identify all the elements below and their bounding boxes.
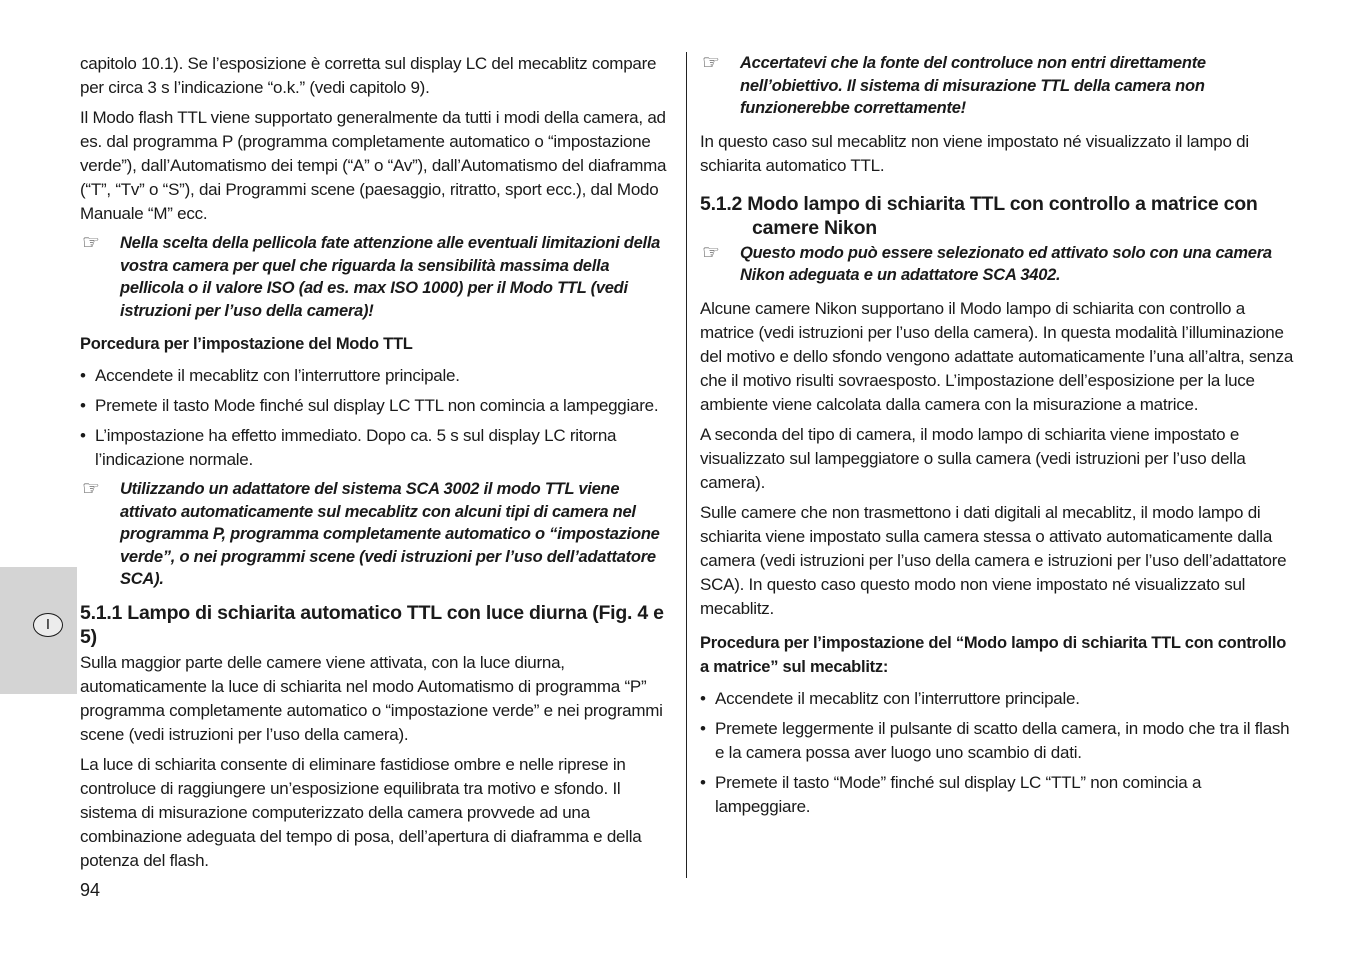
- right-subheading: Procedura per l’impostazione del “Modo lampo di schiarita TTL con controllo a matrice” sul mecablitz:: [700, 633, 1287, 676]
- left-paragraph-3: Sulla maggior parte delle camere viene attivata, con la luce diurna, automaticamente la luce di schiarita nel modo Automatismo di programma “P” programma completamente automatico o “impostazione verde” e nei programmi scene (vedi istruzioni per l’uso della camera).: [80, 652, 663, 744]
- left-note-2: [80, 478, 676, 591]
- pointing-hand-icon: ☞: [82, 232, 100, 254]
- right-paragraph-3: A seconda del tipo di camera, il modo lampo di schiarita viene impostato e visualizzato sul lampeggiatore o sulla camera (vedi istruzioni per l’uso della camera).: [700, 424, 1246, 492]
- left-paragraph-2: Il Modo flash TTL viene supportato generalmente da tutti i modi della camera, ad es. dal programma P (programma completamente automatico o “impostazione verde”), dall’Automatismo dei tempi (“A” o “Av”), dall’Automatismo del diaframma (“T”, “Tv” o “S”), dai Programmi scene (paesaggio, ritratto, sport ecc.), dal Modo Manuale “M” ecc.: [80, 108, 667, 223]
- right-paragraph-2: Alcune camere Nikon supportano il Modo lampo di schiarita con controllo a matrice (vedi istruzioni per l’uso della camera). In questa modalità l’illuminazione del motivo e dello sfondo vengono adattate automaticamente l’una all’altra, senza che il motivo risulti sovraesposto. L’impostazione dell’esposizione per la luce ambiente viene calcolata dalla camera con la misurazione a matrice.: [700, 298, 1294, 414]
- pointing-hand-icon: ☞: [702, 241, 720, 264]
- right-bullet-list: [700, 687, 1296, 819]
- right-bullet-3: • Premete il tasto “Mode” finché sul display LC “TTL” non comincia a lampeggiare.: [700, 771, 1296, 819]
- right-paragraph-1: In questo caso sul mecablitz non viene impostato né visualizzato il lampo di schiarita automatico TTL.: [700, 131, 1249, 175]
- left-bullet-2: • Premete il tasto Mode finché sul display LC TTL non comincia a lampeggiare.: [80, 394, 676, 418]
- left-note-1: [80, 232, 676, 322]
- section-heading-5-1-2: 5.1.2 Modo lampo di schiarita TTL con controllo a matrice con camere Nikon: [700, 192, 1258, 239]
- column-divider: [686, 52, 687, 878]
- language-tab-label: I: [33, 613, 63, 637]
- right-bullet-1: • Accendete il mecablitz con l’interruttore principale.: [700, 687, 1296, 711]
- left-bullet-3: • L’impostazione ha effetto immediato. Dopo ca. 5 s sul display LC ritorna l’indicazione normale.: [80, 424, 676, 472]
- right-note-1-text: Accertatevi che la fonte del controluce non entri direttamente nell’obiettivo. Il sistema di misurazione TTL della camera non funzionerebbe correttamente!: [740, 54, 1206, 117]
- section-heading-5-1-1: 5.1.1 Lampo di schiarita automatico TTL con luce diurna (Fig. 4 e 5): [80, 601, 664, 648]
- left-bullet-list: [80, 364, 676, 472]
- right-note-2: [700, 242, 1296, 287]
- left-column: [80, 52, 676, 879]
- right-note-1: [700, 52, 1296, 120]
- left-paragraph-1: capitolo 10.1). Se l’esposizione è corretta sul display LC del mecablitz compare per circa 3 s l’indicazione “o.k.” (vedi capitolo 9).: [80, 54, 657, 97]
- pointing-hand-icon: ☞: [82, 478, 100, 500]
- right-column: [700, 52, 1296, 825]
- right-bullet-2: • Premete leggermente il pulsante di scatto della camera, in modo che tra il flash e la camera possa aver luogo uno scambio di dati.: [700, 717, 1296, 765]
- right-note-2-text: Questo modo può essere selezionato ed attivato solo con una camera Nikon adeguata e un adattatore SCA 3402.: [740, 243, 1272, 284]
- left-note-2-text: Utilizzando un adattatore del sistema SCA 3002 il modo TTL viene attivato automaticamente sul mecablitz con alcuni tipi di camera nel programma P, programma completamente automatico o “impostazione verde”, o nei programmi scene (vedi istruzioni per l’uso dell’adattatore SCA).: [120, 480, 660, 588]
- left-bullet-1: • Accendete il mecablitz con l’interruttore principale.: [80, 364, 676, 388]
- left-note-1-text: Nella scelta della pellicola fate attenzione alle eventuali limitazioni della vostra camera per quel che riguarda la sensibilità massima della pellicola o il valore ISO (ad es. max ISO 1000) per il Modo TTL (vedi istruzioni per l’uso della camera)!: [120, 234, 661, 320]
- pointing-hand-icon: ☞: [702, 52, 720, 74]
- right-paragraph-4: Sulle camere che non trasmettono i dati digitali al mecablitz, il modo lampo di schiarita viene impostato sulla camera stessa o attivato automaticamente dalla camera (vedi istruzioni per l’uso della camera e istruzioni per l’uso dell’adattatore SCA). In questo caso questo modo non viene impostato né visualizzato sul mecablitz.: [700, 502, 1287, 618]
- page-number: 94: [80, 880, 101, 900]
- left-paragraph-4: La luce di schiarita consente di eliminare fastidiose ombre e nelle riprese in controluce di raggiungere un’esposizione equilibrata tra motivo e sfondo. Il sistema di misurazione computerizzato della camera provvede ad una combinazione adeguata del tempo di posa, dell’apertura di diaframma e della potenza del flash.: [80, 754, 642, 870]
- left-subheading: Porcedura per l’impostazione del Modo TTL: [80, 335, 413, 353]
